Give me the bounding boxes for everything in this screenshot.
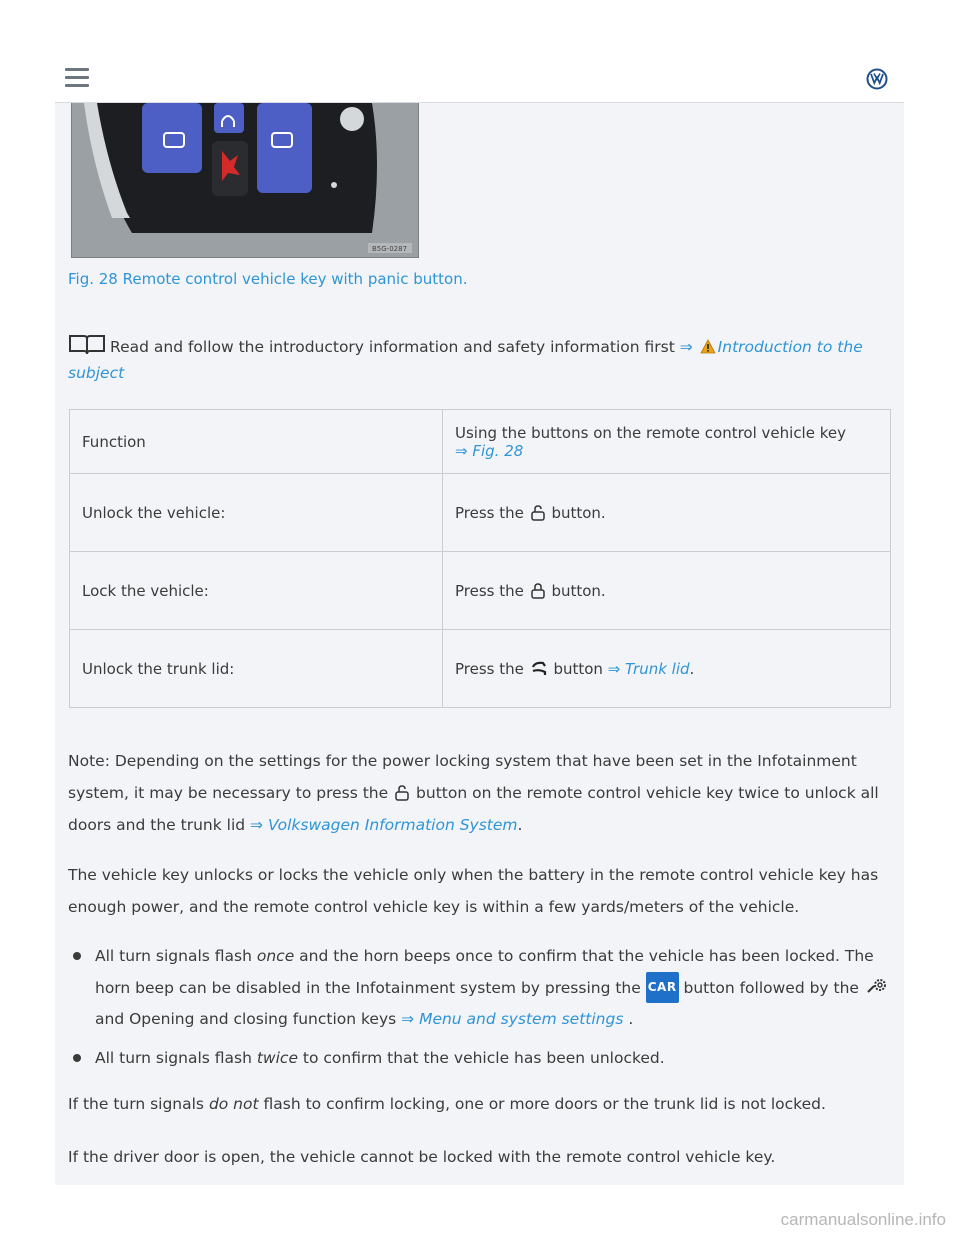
intro-arrow[interactable]: ⇒ [679, 338, 693, 356]
intro-text: Read and follow the introductory information and safety information first [110, 338, 675, 356]
bullet-text: and the horn beeps once to confirm that the vehicle has been locked. The horn beep can be disabled in the Infotainment system by pressing the [95, 947, 874, 997]
intro-link[interactable]: Introduction to the subject [68, 338, 863, 382]
row-function: Lock the vehicle: [70, 552, 443, 630]
row-action-pre: Press the [455, 659, 524, 678]
bullet-text: All turn signals flash [95, 1049, 252, 1067]
watermark: carmanualsonline.info [780, 1210, 946, 1229]
bullet-item [95, 941, 895, 1035]
remote-key-illustration [72, 103, 418, 257]
intro-note [68, 334, 893, 386]
menu-icon[interactable] [65, 68, 89, 88]
row-action [443, 552, 891, 630]
bullet-text: All turn signals flash [95, 947, 252, 965]
top-bar [55, 56, 904, 103]
figure-caption: Fig. 28 Remote control vehicle key with panic button. [68, 270, 468, 288]
row-action-pre: Press the [455, 581, 524, 600]
note-text-2: button on the remote control vehicle key twice to unlock all doors and the trunk lid [68, 784, 879, 834]
table-row [70, 630, 891, 708]
battery-paragraph: The vehicle key unlocks or locks the vehicle only when the battery in the remote control vehicle key has enough power, and the remote control vehicle key is within a few yards/meters of the vehicle. [68, 866, 879, 916]
signals-text: If the turn signals [68, 1095, 204, 1113]
row-action-post: button [553, 659, 603, 678]
row-function: Unlock the trunk lid: [70, 630, 443, 708]
signals-emphasis: do not [208, 1095, 259, 1113]
bullet-text: and Opening and closing function keys [95, 1010, 397, 1028]
table-row [70, 474, 891, 552]
table-header-row [70, 410, 891, 474]
table-row [70, 552, 891, 630]
figure-code: B5G-0287 [372, 245, 408, 253]
unlock-icon [531, 505, 545, 521]
lock-icon [531, 583, 545, 599]
menu-settings-link[interactable]: ⇒ Menu and system settings [401, 1010, 624, 1028]
car-button-icon: CAR [646, 972, 679, 1003]
row-action-tail: . [689, 659, 695, 678]
bullet-item [95, 1043, 895, 1074]
header-function: Function [70, 410, 443, 474]
bullet-emphasis: twice [256, 1049, 298, 1067]
bullet-emphasis: once [256, 947, 295, 965]
note-text-1: Note: Depending on the settings for the power locking system that have been set in the Infotainment system, it may be necessary to press the [68, 752, 857, 802]
book-icon [68, 334, 106, 356]
bullet-text: button followed by the [683, 979, 859, 997]
key-figure [71, 103, 419, 258]
signals-text: flash to confirm locking, one or more doors or the trunk lid is not locked. [263, 1095, 826, 1113]
warning-icon [700, 339, 716, 354]
settings-gear-icon [866, 978, 888, 996]
row-action [443, 630, 891, 708]
row-action-post: button. [551, 581, 606, 600]
row-action-post: button. [551, 503, 606, 522]
header-buttons [443, 410, 891, 474]
signals-paragraph [68, 1088, 896, 1120]
row-function: Unlock the vehicle: [70, 474, 443, 552]
bullet-text: to confirm that the vehicle has been unlocked. [302, 1049, 665, 1067]
function-table [69, 409, 891, 708]
main-content [55, 103, 904, 1185]
note-paragraph [68, 745, 896, 841]
info-system-link[interactable]: ⇒ Volkswagen Information System [250, 816, 518, 834]
trunk-lid-link[interactable]: ⇒ Trunk lid [607, 659, 690, 678]
header-buttons-text: Using the buttons on the remote control vehicle key [455, 423, 846, 442]
row-action-pre: Press the [455, 503, 524, 522]
vw-logo-icon[interactable] [866, 68, 888, 90]
bullet-tail: . [628, 1010, 634, 1028]
header-fig-link[interactable]: ⇒ Fig. 28 [455, 441, 524, 460]
unlock-icon [395, 785, 409, 801]
row-action [443, 474, 891, 552]
driver-door-paragraph: If the driver door is open, the vehicle cannot be locked with the remote control vehicle key. [68, 1148, 776, 1166]
trunk-icon [531, 661, 547, 677]
note-tail: . [517, 816, 523, 834]
